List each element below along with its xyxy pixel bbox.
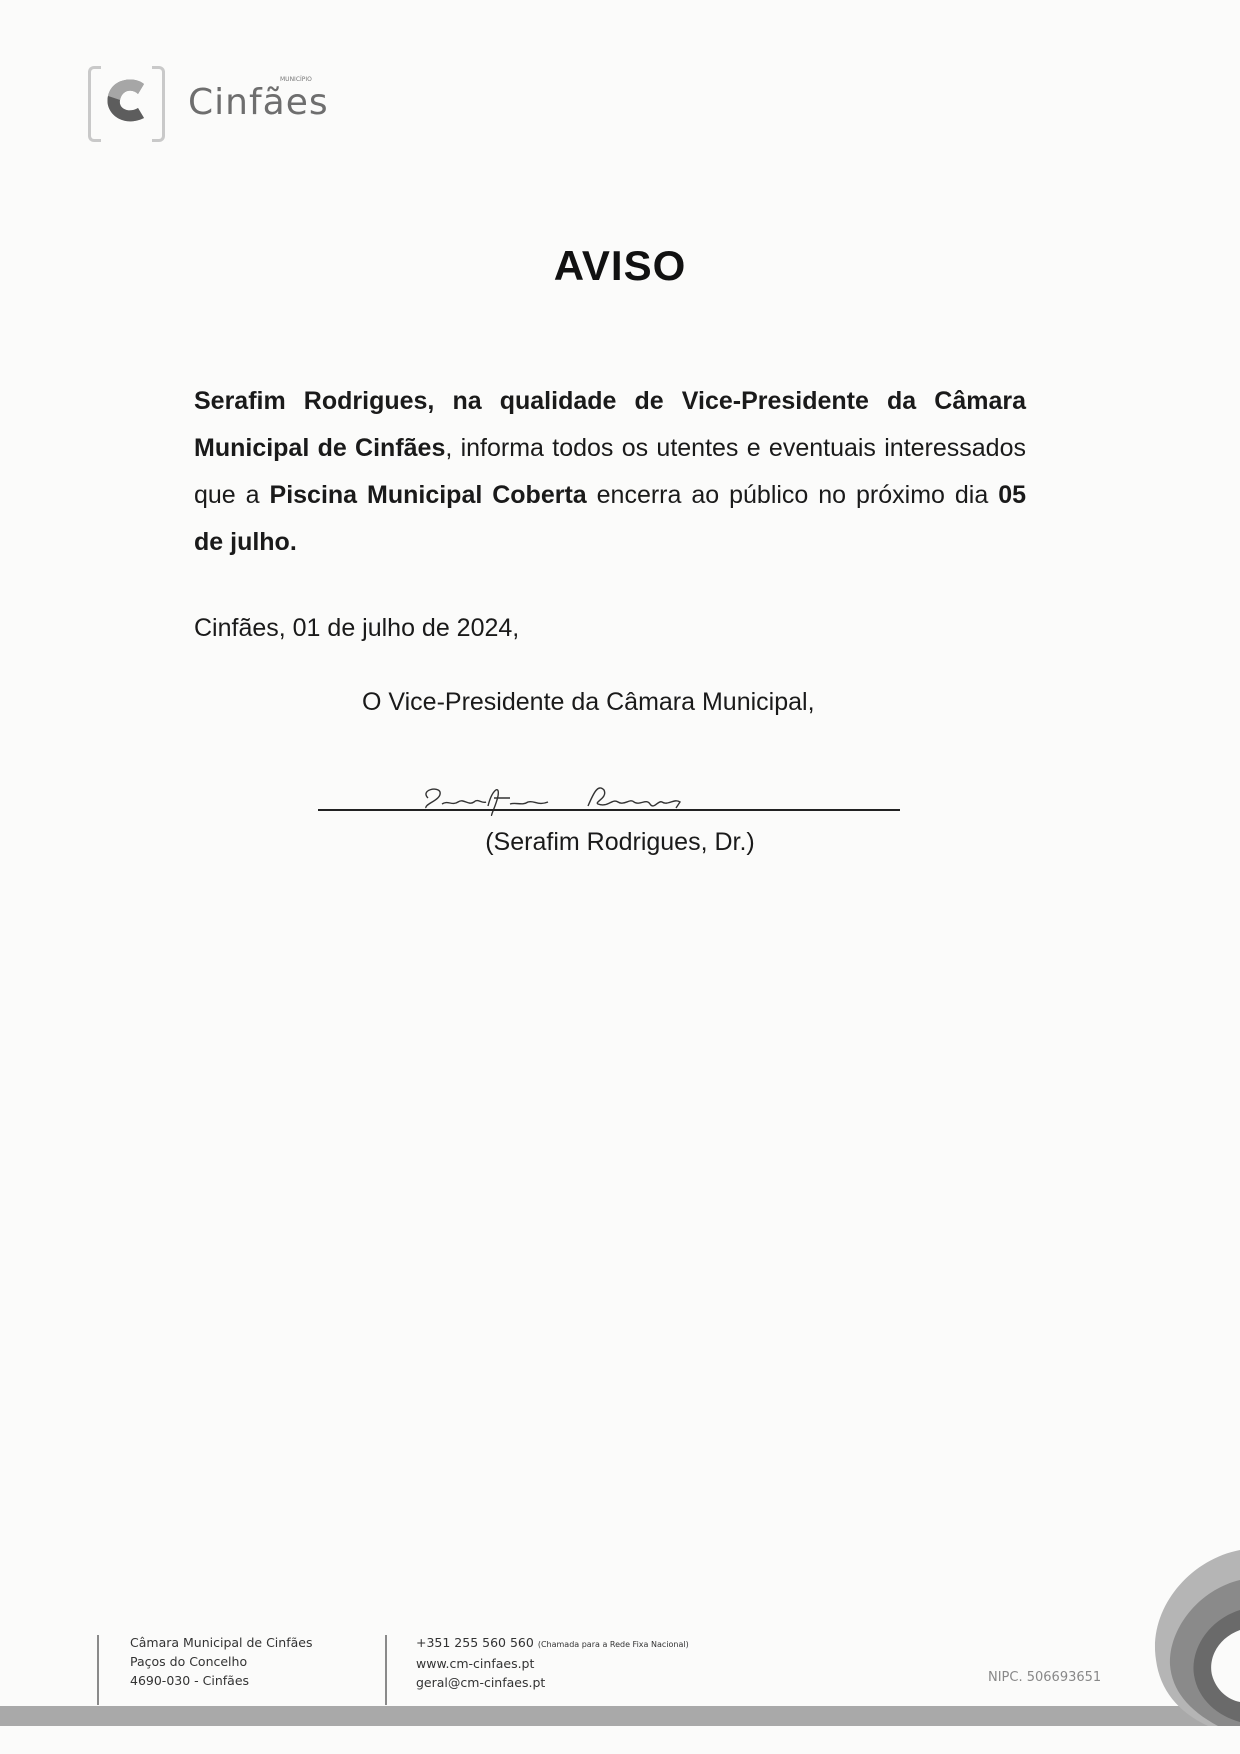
nipc-number: NIPC. 506693651 (988, 1670, 1102, 1685)
document-title: AVISO (553, 242, 687, 289)
footer-address-line: Paços do Concelho (130, 1654, 248, 1669)
footer-phone (416, 1633, 689, 1654)
logo-wordmark: Cinfães (188, 82, 329, 123)
dateline: Cinfães, 01 de julho de 2024, (194, 614, 520, 642)
notice-text: encerra ao público no próximo dia (586, 481, 999, 509)
signer-role: O Vice-Presidente da Câmara Municipal, (362, 688, 815, 716)
footer-divider (97, 1635, 99, 1705)
footer-address-line: Câmara Municipal de Cinfães (130, 1635, 313, 1650)
footer-contacts (416, 1633, 689, 1692)
footer-address-line: 4690-030 - Cinfães (130, 1673, 250, 1688)
logo-bracket-right (152, 66, 165, 142)
cinfaes-c-logo-icon (104, 76, 150, 126)
footer-email: geral@cm-cinfaes.pt (416, 1675, 546, 1690)
logo-bracket-left (88, 66, 101, 142)
footer-website: www.cm-cinfaes.pt (416, 1656, 535, 1671)
municipality-logo (88, 64, 328, 140)
signature-line (318, 809, 900, 811)
signer-name: (Serafim Rodrigues, Dr.) (485, 828, 755, 856)
footer-bar (0, 1706, 1210, 1726)
notice-paragraph (194, 378, 1026, 566)
logo-subtitle: MUNICÍPIO (280, 76, 312, 83)
phone-number: +351 255 560 560 (416, 1635, 534, 1650)
footer-address (130, 1633, 312, 1690)
closure-date: 05 de julho. (194, 481, 1026, 556)
notice-issuer: Serafim Rodrigues, na qualidade de Vice-Presidente da Câmara Municipal de Cinfães (194, 387, 1026, 462)
decorative-swirl-icon (1148, 1550, 1240, 1726)
notice-text: , informa todos os utentes e eventuais interessados que a (194, 434, 1026, 509)
facility-name: Piscina Municipal Coberta (269, 481, 587, 509)
footer-divider (385, 1635, 387, 1705)
phone-note: (Chamada para a Rede Fixa Nacional) (537, 1640, 689, 1649)
